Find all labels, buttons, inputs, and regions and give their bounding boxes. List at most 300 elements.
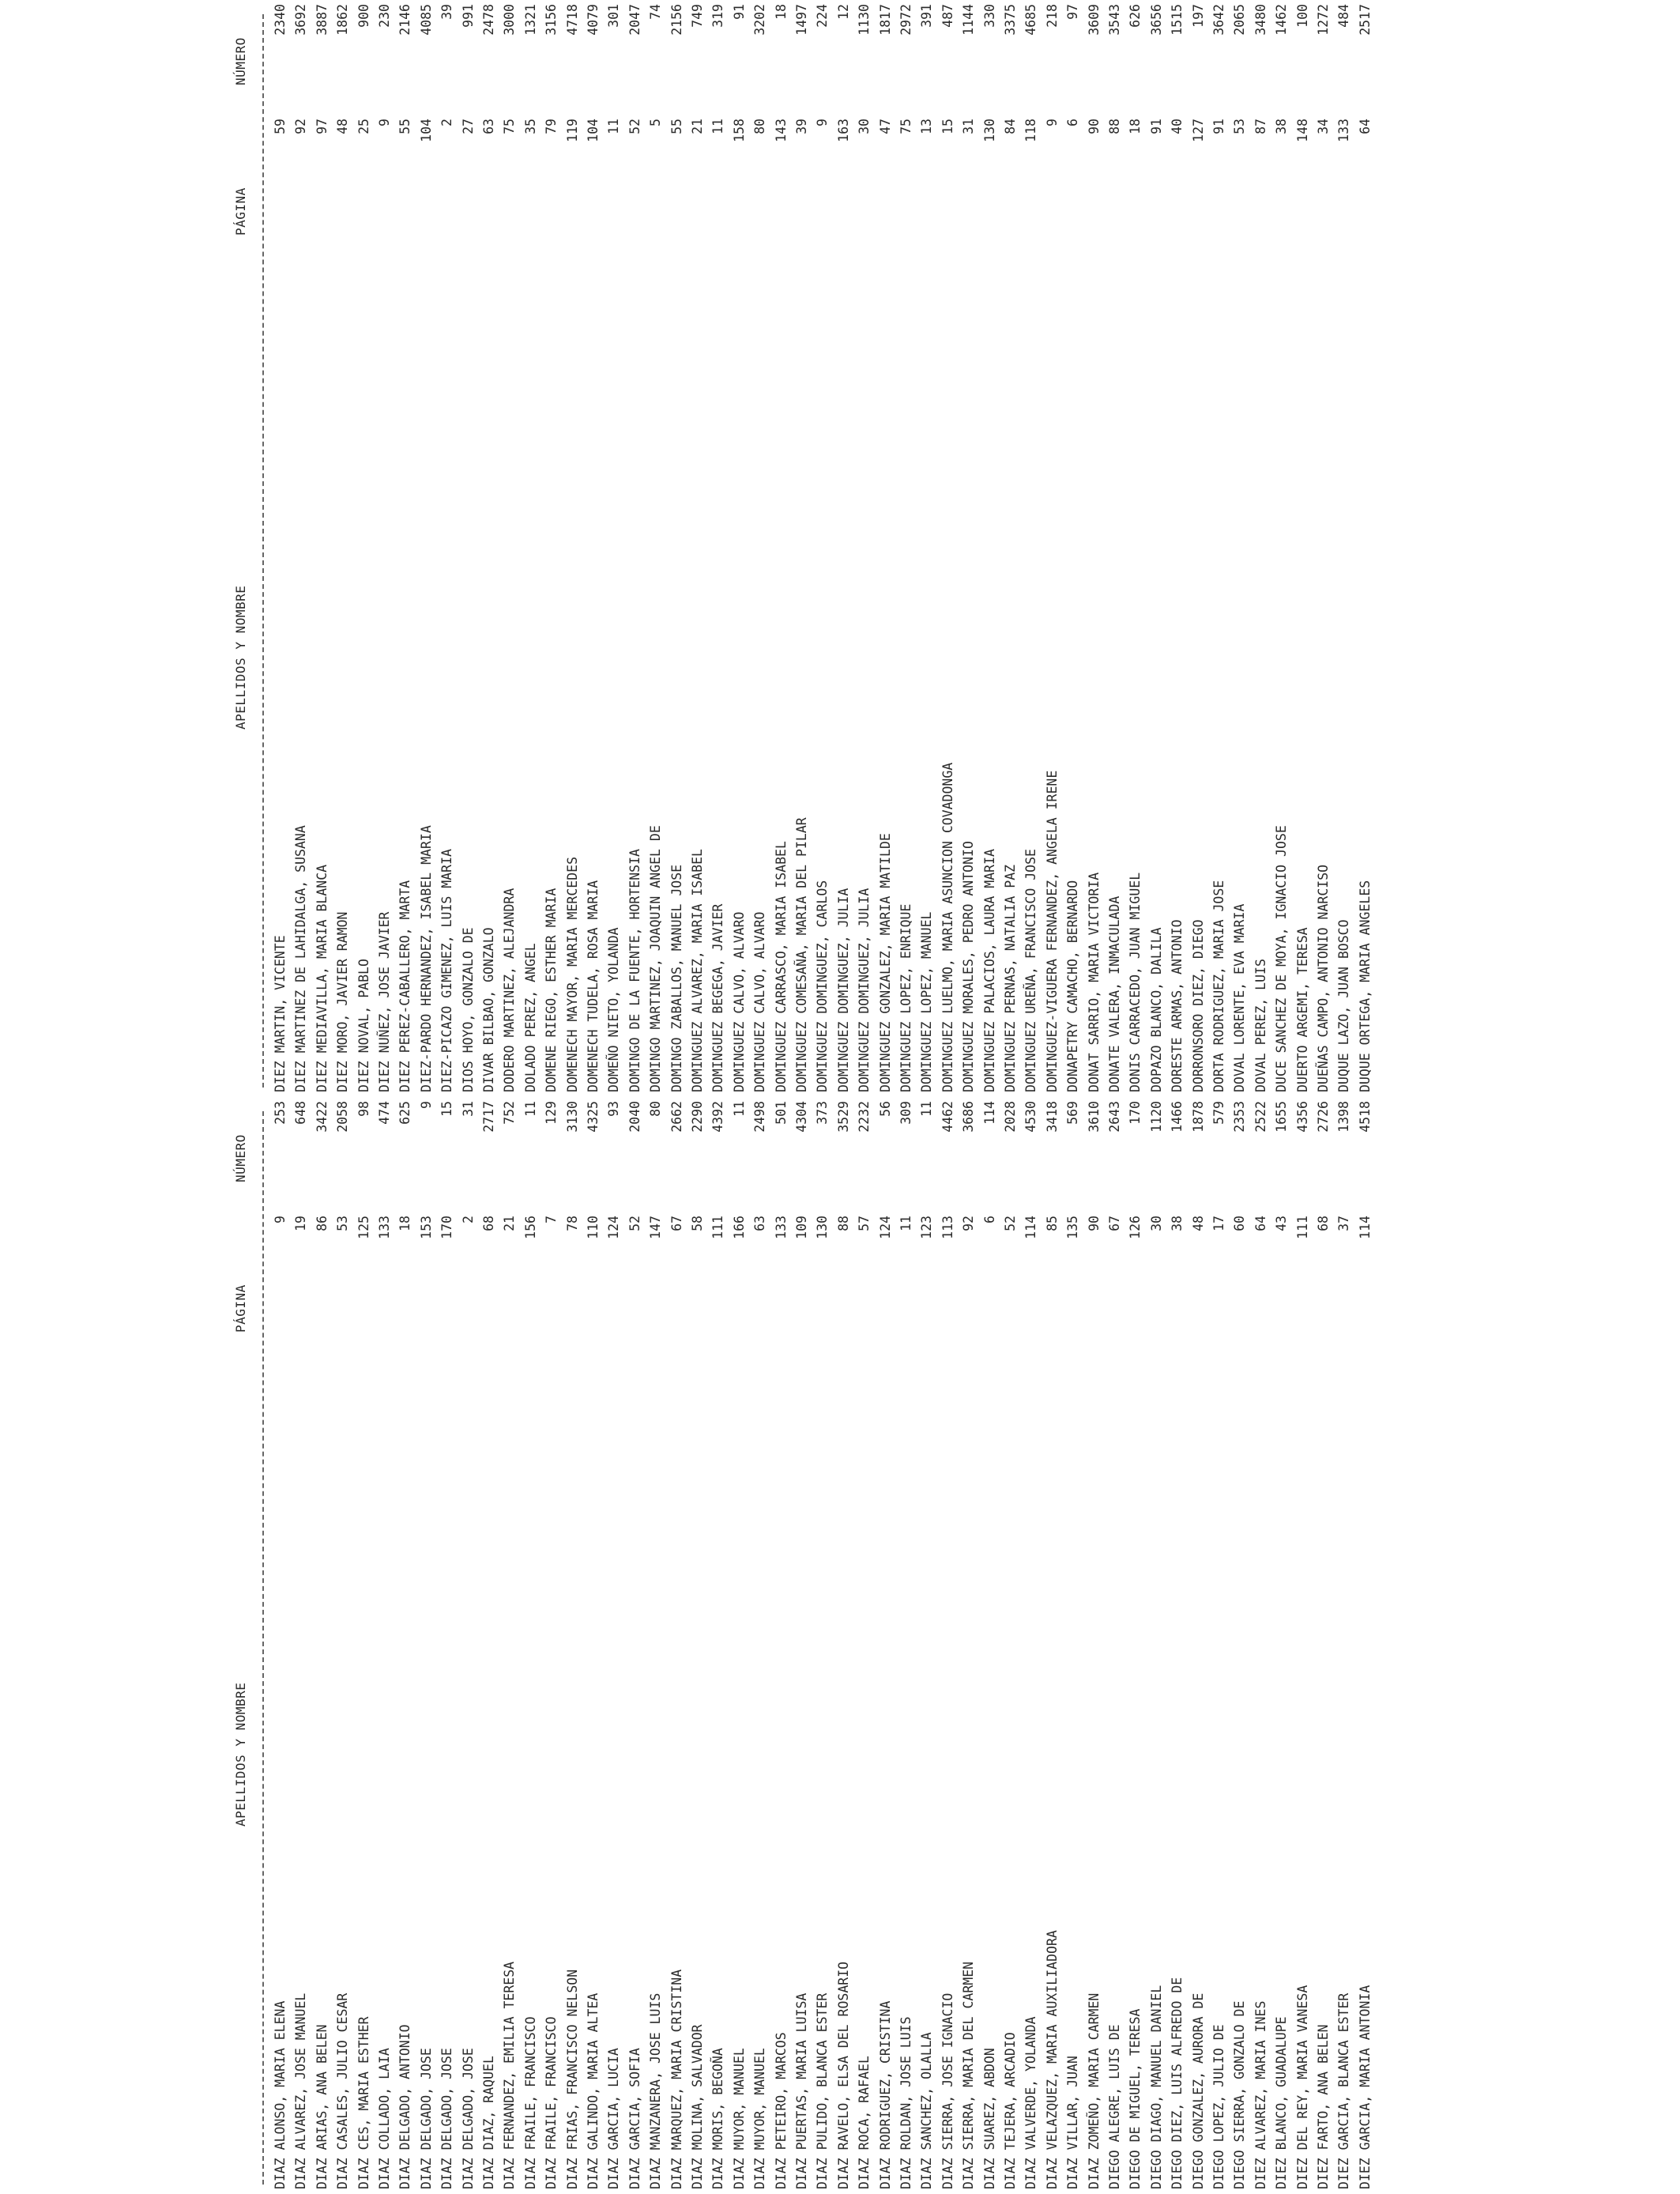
- entry-name: DOMINGUEZ MORALES, PEDRO ANTONIO: [961, 841, 977, 1092]
- entry-numero: 2353: [1232, 1101, 1248, 1133]
- entry-numero: 2517: [1357, 4, 1373, 36]
- entry-numero: 93: [606, 1101, 622, 1117]
- header-pagina: PÁGINA: [233, 1284, 248, 1333]
- header-divider: [262, 14, 264, 1088]
- entry-numero: 749: [690, 4, 705, 28]
- entry-numero: 391: [919, 4, 935, 28]
- entry-numero: 11: [919, 1101, 935, 1117]
- entry-pagina: 21: [690, 119, 705, 134]
- entry-numero: 253: [273, 1101, 288, 1125]
- entry-pagina: 21: [502, 1216, 518, 1231]
- entry-name: DUEÑAS CAMPO, ANTONIO NARCISO: [1316, 864, 1331, 1092]
- entry-name: DIAZ PETEIRO, MARCOS: [773, 2032, 789, 2189]
- entry-pagina: 64: [1252, 1216, 1268, 1231]
- list-item: [293, 1097, 314, 2194]
- entry-name: DOMINGUEZ PERNAS, NATALIA PAZ: [1003, 864, 1018, 1092]
- list-item: [335, 1097, 356, 2194]
- entry-numero: 3887: [314, 4, 330, 36]
- entry-numero: 569: [1065, 1101, 1081, 1125]
- list-item: [752, 0, 773, 1097]
- entry-name: DIEZ DEL REY, MARIA VANESA: [1294, 1985, 1310, 2189]
- list-item: [857, 0, 877, 1097]
- entry-pagina: 104: [418, 119, 434, 142]
- entry-name: DIAZ FRAILE, FRANCISCO: [522, 2016, 538, 2189]
- entry-name: DOMENECH TUDELA, ROSA MARIA: [586, 880, 601, 1092]
- entry-name: DIAZ MUYOR, MANUEL: [752, 2048, 768, 2189]
- entry-pagina: 111: [710, 1216, 726, 1239]
- entry-pagina: 90: [1086, 1216, 1102, 1231]
- entry-pagina: 75: [898, 119, 913, 134]
- entry-numero: 579: [1211, 1101, 1226, 1125]
- list-item: [523, 1097, 544, 2194]
- list-item: [690, 1097, 710, 2194]
- list-item: [1149, 0, 1170, 1097]
- entry-pagina: 11: [606, 119, 622, 134]
- entry-numero: 3642: [1211, 4, 1226, 36]
- entry-numero: 3375: [1003, 4, 1018, 36]
- header-divider: [262, 1111, 264, 2185]
- entry-numero: 2040: [627, 1101, 642, 1133]
- entry-numero: 1862: [335, 4, 351, 36]
- entry-name: DIEZ MARTIN, VICENTE: [273, 935, 288, 1092]
- list-item: [293, 0, 314, 1097]
- list-item: [1358, 0, 1378, 1097]
- entry-numero: 1655: [1274, 1101, 1290, 1133]
- entry-pagina: 6: [981, 1216, 997, 1223]
- entry-name: DIAZ SIERRA, JOSE IGNACIO: [940, 1992, 955, 2189]
- entry-pagina: 84: [1003, 119, 1018, 134]
- entry-numero: 4685: [1023, 4, 1039, 36]
- entry-numero: 309: [898, 1101, 913, 1125]
- entry-pagina: 163: [835, 119, 851, 142]
- entry-name: DIAZ ROCA, RAFAEL: [857, 2056, 872, 2189]
- entry-numero: 1144: [961, 4, 977, 36]
- header-pagina: PÁGINA: [233, 187, 248, 236]
- entry-name: DIAZ ALVAREZ, JOSE MANUEL: [293, 1992, 309, 2189]
- entry-name: DOMINGO DE LA FUENTE, HORTENSIA: [627, 849, 642, 1092]
- entry-name: DIAZ FRAILE, FRANCISCO: [544, 2016, 559, 2189]
- entry-name: DIEZ PEREZ-CABALLERO, MARTA: [397, 880, 413, 1092]
- entry-name: DIAZ DELGADO, ANTONIO: [397, 2024, 413, 2189]
- entry-pagina: 79: [544, 119, 559, 134]
- header-name: APELLIDOS Y NOMBRE: [233, 1682, 248, 1826]
- list-item: [1107, 1097, 1128, 2194]
- list-item: [461, 1097, 481, 2194]
- list-item: [732, 0, 752, 1097]
- list-item: [1295, 1097, 1316, 2194]
- entry-pagina: 124: [877, 1216, 893, 1239]
- entry-numero: 12: [835, 4, 851, 20]
- entry-pagina: 119: [564, 119, 580, 142]
- entry-name: DUERTO ARGEMI, TERESA: [1294, 927, 1310, 1092]
- header-name: APELLIDOS Y NOMBRE: [233, 585, 248, 729]
- list-item: [1023, 0, 1044, 1097]
- entry-name: DOMINGO MARTINEZ, JOAQUIN ANGEL DE: [648, 825, 664, 1092]
- list-item: [439, 1097, 460, 2194]
- entry-name: DIAZ CASALES, JULIO CESAR: [335, 1992, 351, 2189]
- list-item: [1211, 0, 1232, 1097]
- entry-numero: 4356: [1294, 1101, 1310, 1133]
- list-item: [1274, 1097, 1294, 2194]
- entry-pagina: 11: [710, 119, 726, 134]
- entry-name: DOMINGUEZ COMESAÑA, MARIA DEL PILAR: [794, 817, 809, 1092]
- list-item: [356, 1097, 377, 2194]
- entry-name: DIEGO DE MIGUEL, TERESA: [1128, 2008, 1143, 2189]
- entry-numero: 9: [418, 1101, 434, 1109]
- entry-pagina: 127: [1190, 119, 1206, 142]
- entry-pagina: 126: [1128, 1216, 1143, 1239]
- entry-numero: 18: [773, 4, 789, 20]
- entry-name: DIAZ MUYOR, MANUEL: [731, 2048, 747, 2189]
- entry-pagina: 52: [627, 1216, 642, 1231]
- list-item: [1253, 1097, 1274, 2194]
- entry-numero: 2047: [627, 4, 642, 36]
- list-item: [461, 0, 481, 1097]
- entry-numero: 91: [731, 4, 747, 20]
- entry-pagina: 125: [356, 1216, 371, 1239]
- entry-numero: 11: [731, 1101, 747, 1117]
- list-item: [1191, 0, 1211, 1097]
- entry-name: DOMENECH MAYOR, MARIA MERCEDES: [564, 856, 580, 1092]
- list-item: [1023, 1097, 1044, 2194]
- entry-pagina: 75: [502, 119, 518, 134]
- list-item: [774, 1097, 794, 2194]
- entry-name: DORESTE ARMAS, ANTONIO: [1170, 919, 1185, 1092]
- list-item: [898, 1097, 919, 2194]
- entry-name: DOMINGUEZ BEGEGA, JAVIER: [710, 903, 726, 1092]
- entry-numero: 4085: [418, 4, 434, 36]
- entry-pagina: 38: [1170, 1216, 1185, 1231]
- entry-pagina: 63: [752, 1216, 768, 1231]
- entry-numero: 4392: [710, 1101, 726, 1133]
- entry-name: DODERO MARTINEZ, ALEJANDRA: [502, 888, 518, 1092]
- entry-pagina: 17: [1211, 1216, 1226, 1231]
- list-item: [335, 0, 356, 1097]
- entry-pagina: 15: [940, 119, 955, 134]
- entry-name: DOMINGUEZ LOPEZ, MANUEL: [919, 911, 935, 1092]
- entry-name: DIAZ MANZANERA, JOSE LUIS: [648, 1992, 664, 2189]
- entry-numero: 74: [648, 4, 664, 20]
- entry-pagina: 91: [1211, 119, 1226, 134]
- entry-name: DOMINGUEZ CALVO, ALVARO: [752, 911, 768, 1092]
- entry-name: DOVAL PEREZ, LUIS: [1252, 959, 1268, 1092]
- entry-name: DOVAL LORENTE, EVA MARIA: [1232, 903, 1248, 1092]
- list-item: [919, 0, 940, 1097]
- entry-numero: 3609: [1086, 4, 1102, 36]
- entry-numero: 2643: [1107, 1101, 1122, 1133]
- entry-name: DIAZ RODRIGUEZ, CRISTINA: [877, 2000, 893, 2189]
- list-item: [878, 0, 898, 1097]
- entry-numero: 197: [1190, 4, 1206, 28]
- list-item: [1045, 1097, 1065, 2194]
- list-item: [586, 1097, 606, 2194]
- entry-numero: 1878: [1190, 1101, 1206, 1133]
- list-item: [315, 0, 335, 1097]
- entry-numero: 114: [981, 1101, 997, 1125]
- entry-name: DIEGO ALEGRE, LUIS DE: [1107, 2024, 1122, 2189]
- entry-name: DIAZ MOLINA, SALVADOR: [690, 2024, 705, 2189]
- list-item: [1128, 1097, 1148, 2194]
- entry-name: DIAZ DIAZ, RAQUEL: [481, 2056, 496, 2189]
- entry-pagina: 68: [481, 1216, 496, 1231]
- entry-name: DOMINGUEZ UREÑA, FRANCISCO JOSE: [1023, 849, 1039, 1092]
- entry-name: DIAZ RAVELO, ELSA DEL ROSARIO: [835, 1961, 851, 2189]
- list-item: [836, 1097, 857, 2194]
- entry-name: DONATE VALERA, INMACULADA: [1107, 895, 1122, 1092]
- entry-pagina: 130: [815, 1216, 831, 1239]
- entry-pagina: 37: [1336, 1216, 1352, 1231]
- entry-name: DIEZ NOVAL, PABLO: [356, 959, 371, 1092]
- entry-pagina: 52: [627, 119, 642, 134]
- entry-pagina: 147: [648, 1216, 664, 1239]
- entry-numero: 170: [1128, 1101, 1143, 1125]
- entry-pagina: 55: [669, 119, 684, 134]
- entry-numero: 625: [397, 1101, 413, 1125]
- list-item: [982, 1097, 1003, 2194]
- entry-numero: 11: [522, 1101, 538, 1117]
- list-item: [1358, 1097, 1378, 2194]
- entry-name: DIAZ DELGADO, JOSE: [439, 2048, 455, 2189]
- entry-numero: 3130: [564, 1101, 580, 1133]
- entry-name: DIAZ DELGADO, JOSE: [460, 2048, 476, 2189]
- list-item: [315, 1097, 335, 2194]
- entry-numero: 474: [377, 1101, 392, 1125]
- entry-name: DUQUE LAZO, JUAN BOSCO: [1336, 919, 1352, 1092]
- entry-numero: 484: [1336, 4, 1352, 28]
- list-item: [1065, 1097, 1086, 2194]
- list-item: [669, 1097, 690, 2194]
- list-item: [710, 0, 731, 1097]
- entry-name: DUQUE ORTEGA, MARIA ANGELES: [1357, 880, 1373, 1092]
- list-item: [732, 1097, 752, 2194]
- entry-name: DOMINGUEZ LUELMO, MARIA ASUNCION COVADONGA: [940, 762, 955, 1092]
- entry-numero: 752: [502, 1101, 518, 1125]
- list-item: [1295, 0, 1316, 1097]
- entry-numero: 991: [460, 4, 476, 28]
- entry-pagina: 113: [940, 1216, 955, 1239]
- entry-pagina: 52: [1003, 1216, 1018, 1231]
- entry-pagina: 30: [857, 119, 872, 134]
- entry-name: DOMENE RIEGO, ESTHER MARIA: [544, 888, 559, 1092]
- entry-numero: 1497: [794, 4, 809, 36]
- list-item: [419, 0, 439, 1097]
- entry-pagina: 9: [815, 119, 831, 126]
- entry-numero: 487: [940, 4, 955, 28]
- list-item: [690, 0, 710, 1097]
- entry-pagina: 67: [1107, 1216, 1122, 1231]
- list-item: [273, 0, 293, 1097]
- list-item: [356, 0, 377, 1097]
- entry-numero: 1466: [1170, 1101, 1185, 1133]
- entry-numero: 319: [710, 4, 726, 28]
- entry-pagina: 30: [1148, 1216, 1164, 1231]
- entry-name: DUCE SANCHEZ DE MOYA, IGNACIO JOSE: [1274, 825, 1290, 1092]
- entry-pagina: 48: [1190, 1216, 1206, 1231]
- list-item: [565, 0, 586, 1097]
- entry-pagina: 64: [1357, 119, 1373, 134]
- list-item: [1191, 1097, 1211, 2194]
- list-item: [481, 0, 502, 1097]
- entry-pagina: 90: [1086, 119, 1102, 134]
- entry-pagina: 63: [481, 119, 496, 134]
- entry-numero: 3692: [293, 4, 309, 36]
- list-item: [606, 0, 627, 1097]
- entry-numero: 2726: [1316, 1101, 1331, 1133]
- entry-numero: 2498: [752, 1101, 768, 1133]
- list-item: [1232, 1097, 1252, 2194]
- entry-pagina: 55: [397, 119, 413, 134]
- list-item: [377, 0, 397, 1097]
- entry-pagina: 130: [981, 119, 997, 142]
- list-item: [1336, 0, 1357, 1097]
- entry-numero: 2028: [1003, 1101, 1018, 1133]
- entry-numero: 2717: [481, 1101, 496, 1133]
- entry-name: DOMINGUEZ PALACIOS, LAURA MARIA: [981, 849, 997, 1092]
- entry-pagina: 148: [1294, 119, 1310, 142]
- entry-name: DIAZ PULIDO, BLANCA ESTER: [815, 1992, 831, 2189]
- entry-numero: 129: [544, 1101, 559, 1125]
- entry-pagina: 92: [293, 119, 309, 134]
- list-item: [397, 0, 418, 1097]
- entry-numero: 1272: [1316, 4, 1331, 36]
- entry-pagina: 133: [1336, 119, 1352, 142]
- entry-pagina: 39: [794, 119, 809, 134]
- entry-name: DIAZ FRIAS, FRANCISCO NELSON: [564, 1969, 580, 2189]
- entry-name: DOMINGUEZ CALVO, ALVARO: [731, 911, 747, 1092]
- entry-pagina: 133: [773, 1216, 789, 1239]
- entry-numero: 4325: [586, 1101, 601, 1133]
- list-item: [439, 0, 460, 1097]
- entry-name: DIAZ VILLAR, JUAN: [1065, 2056, 1081, 2189]
- entry-pagina: 9: [377, 119, 392, 126]
- entry-numero: 1130: [857, 4, 872, 36]
- list-item: [1170, 1097, 1190, 2194]
- entry-pagina: 110: [586, 1216, 601, 1239]
- entry-name: DIEZ MEDIAVILLA, MARIA BLANCA: [314, 864, 330, 1092]
- list-item: [627, 1097, 648, 2194]
- entry-name: DORTA RODRIGUEZ, MARIA JOSE: [1211, 880, 1226, 1092]
- entry-name: DIAZ COLLADO, LAIA: [377, 2048, 392, 2189]
- entry-numero: 4718: [564, 4, 580, 36]
- entry-name: DIEZ MARTINEZ DE LAHIDALGA, SUSANA: [293, 825, 309, 1092]
- list-item: [815, 0, 835, 1097]
- list-item: [836, 0, 857, 1097]
- entry-name: DOMINGUEZ-VIGUERA FERNANDEZ, ANGELA IRENE: [1044, 770, 1060, 1092]
- entry-pagina: 59: [273, 119, 288, 134]
- entry-pagina: 6: [1065, 119, 1081, 126]
- list-item: [419, 1097, 439, 2194]
- entry-numero: 2065: [1232, 4, 1248, 36]
- entry-pagina: 85: [1044, 1216, 1060, 1231]
- entry-pagina: 53: [1232, 119, 1248, 134]
- list-item: [1336, 1097, 1357, 2194]
- list-item: [940, 1097, 961, 2194]
- entry-numero: 3418: [1044, 1101, 1060, 1133]
- entry-numero: 301: [606, 4, 622, 28]
- entry-name: DOMINGUEZ ALVAREZ, MARIA ISABEL: [690, 849, 705, 1092]
- entry-pagina: 48: [335, 119, 351, 134]
- list-item: [815, 1097, 835, 2194]
- entry-pagina: 91: [1148, 119, 1164, 134]
- entry-name: DIAZ FERNANDEZ, EMILIA TERESA: [502, 1961, 518, 2189]
- entry-name: DIEZ MORO, JAVIER RAMON: [335, 911, 351, 1092]
- entry-numero: 2058: [335, 1101, 351, 1133]
- entry-name: DIAZ ARIAS, ANA BELEN: [314, 2024, 330, 2189]
- entry-name: DOMINGUEZ GONZALEZ, MARIA MATILDE: [877, 833, 893, 1092]
- entry-name: DIAZ SUAREZ, ABDON: [981, 2048, 997, 2189]
- entry-pagina: 47: [877, 119, 893, 134]
- entry-name: DIEGO GONZALEZ, AURORA DE: [1190, 1992, 1206, 2189]
- entry-pagina: 166: [731, 1216, 747, 1239]
- list-item: [1107, 0, 1128, 1097]
- entry-numero: 3686: [961, 1101, 977, 1133]
- entry-name: DIAZ ALONSO, MARIA ELENA: [273, 2000, 288, 2189]
- list-item: [1003, 1097, 1023, 2194]
- list-item: [794, 0, 815, 1097]
- entry-name: DIAZ GALINDO, MARIA ALTEA: [586, 1992, 601, 2189]
- entry-numero: 1398: [1336, 1101, 1352, 1133]
- list-item: [940, 0, 961, 1097]
- list-item: [1087, 1097, 1107, 2194]
- entry-numero: 15: [439, 1101, 455, 1117]
- entry-numero: 4518: [1357, 1101, 1373, 1133]
- entry-name: DIEZ NUÑEZ, JOSE JAVIER: [377, 911, 392, 1092]
- entry-numero: 2478: [481, 4, 496, 36]
- entry-numero: 2146: [397, 4, 413, 36]
- list-item: [1232, 0, 1252, 1097]
- entry-name: DOMINGUEZ LOPEZ, ENRIQUE: [898, 903, 913, 1092]
- entry-numero: 218: [1044, 4, 1060, 28]
- left-column: [0, 1097, 1680, 2194]
- entry-name: DIEGO LOPEZ, JULIO DE: [1211, 2024, 1226, 2189]
- entry-pagina: 78: [564, 1216, 580, 1231]
- entry-name: DIAZ TEJERA, ARCADIO: [1003, 2032, 1018, 2189]
- entry-numero: 2156: [669, 4, 684, 36]
- entry-pagina: 34: [1316, 119, 1331, 134]
- entry-pagina: 13: [919, 119, 935, 134]
- entry-numero: 2972: [898, 4, 913, 36]
- entry-numero: 3000: [502, 4, 518, 36]
- entry-name: DOMINGUEZ DOMINGUEZ, JULIA: [835, 888, 851, 1092]
- entry-numero: 2290: [690, 1101, 705, 1133]
- entry-name: DIEGO DIAGO, MANUEL DANIEL: [1148, 1985, 1164, 2189]
- list-item: [648, 1097, 669, 2194]
- entry-pagina: 5: [648, 119, 664, 126]
- list-item: [544, 0, 564, 1097]
- entry-pagina: 158: [731, 119, 747, 142]
- entry-name: DIVAR BILBAO, GONZALO: [481, 927, 496, 1092]
- entry-name: DIAZ CES, MARIA ESTHER: [356, 2016, 371, 2189]
- entry-numero: 3543: [1107, 4, 1122, 36]
- entry-pagina: 68: [1316, 1216, 1331, 1231]
- entry-numero: 3422: [314, 1101, 330, 1133]
- entry-name: DIAZ ZOMEÑO, MARIA CARMEN: [1086, 1992, 1102, 2189]
- entry-numero: 2232: [857, 1101, 872, 1133]
- list-item: [1149, 1097, 1170, 2194]
- list-item: [523, 0, 544, 1097]
- entry-pagina: 114: [1357, 1216, 1373, 1239]
- entry-numero: 1321: [522, 4, 538, 36]
- entry-pagina: 88: [835, 1216, 851, 1231]
- entry-pagina: 9: [273, 1216, 288, 1223]
- entry-name: DIOS HOYO, GONZALO DE: [460, 927, 476, 1092]
- list-item: [565, 1097, 586, 2194]
- list-item: [1253, 0, 1274, 1097]
- entry-numero: 900: [356, 4, 371, 28]
- list-item: [1065, 0, 1086, 1097]
- entry-pagina: 114: [1023, 1216, 1039, 1239]
- entry-name: DIEGO DIEZ, LUIS ALFREDO DE: [1170, 1977, 1185, 2189]
